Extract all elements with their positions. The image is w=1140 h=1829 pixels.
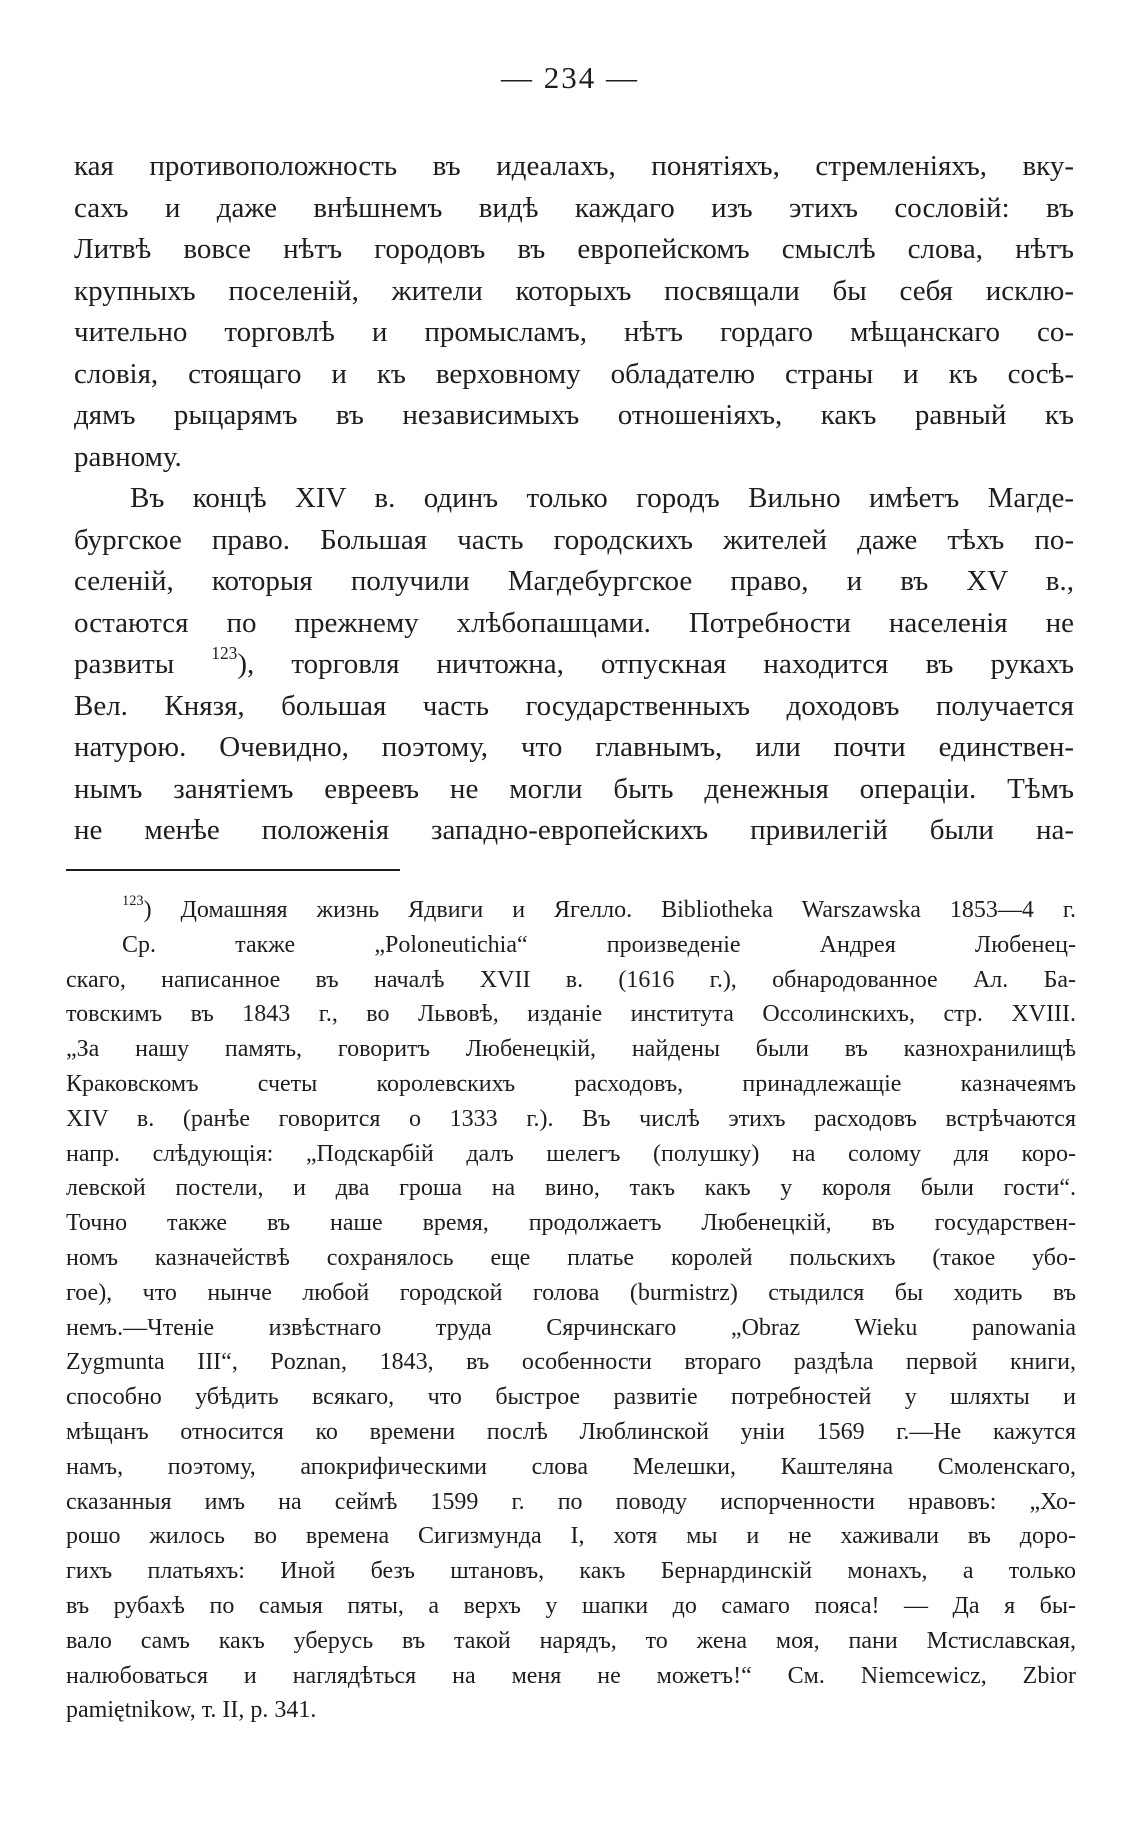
footnote-line: вало самъ какъ уберусь въ такой нарядъ, то жена моя, пани Мстиславская, [66,1627,1076,1654]
main-text-line: Вел. Князя, большая часть государственныхъ доходовъ получается [74,689,1074,722]
footnote-line: номъ казначействѣ сохранялось еще платье королей польскихъ (такое убо- [66,1244,1076,1271]
footnote-line: Ср. также „Poloneutichia“ произведеніе Андрея Любенец- [122,931,1076,958]
footnote-line: XIV в. (ранѣе говорится о 1333 г.). Въ числѣ этихъ расходовъ встрѣчаются [66,1105,1076,1132]
main-text-line: сахъ и даже внѣшнемъ видѣ каждаго изъ этихъ сословій: въ [74,191,1074,224]
footnote-line: „За нашу память, говоритъ Любенецкій, найдены были въ казнохранилищѣ [66,1036,1076,1063]
main-text-fragment: развиты [74,648,175,680]
main-text-line: дямъ рыцарямъ въ независимыхъ отношеніяхъ, какъ равный къ [74,399,1074,431]
main-text-line: натурою. Очевидно, поэтому, что главнымъ, или почти единствен- [74,731,1074,763]
footnote-line: товскимъ въ 1843 г., во Львовѣ, изданіе института Оссолинскихъ, стр. XVIII. [66,1001,1076,1028]
footnote-line: скаго, написанное въ началѣ XVII в. (1616 г.), обнародованное Ал. Ба- [66,966,1076,993]
main-text-line: бургское право. Большая часть городскихъ жителей даже тѣхъ по- [74,523,1074,556]
main-text-line: кая противоположность въ идеалахъ, понятіяхъ, стремленіяхъ, вку- [74,150,1074,182]
page-number: — 234 — [501,60,639,95]
footnote-line: Точно также въ наше время, продолжаетъ Любенецкій, въ государствен- [66,1210,1076,1237]
footnote-line: напр. слѣдующія: „Подскарбій далъ шелегъ (полушку) на солому для коро- [66,1140,1076,1167]
footnote-line: рошо жилось во времена Сигизмунда I, хотя мы и не хаживали въ доро- [66,1523,1076,1550]
footnote-text-fragment: ) Домашняя жизнь Ядвиги и Ягелло. Bibliotheka Warszawska 1853—4 г. [143,897,1076,923]
footnote-first-line [66,893,1076,928]
footnote-line: гое), что нынче любой городской голова (burmistrz) стыдился бы ходить въ [66,1279,1076,1306]
main-text-line: Литвѣ вовсе нѣтъ городовъ въ европейскомъ смыслѣ слова, нѣтъ [74,233,1074,265]
main-text-line: Въ концѣ XIV в. одинъ только городъ Вильно имѣетъ Магде- [130,482,1074,514]
footnote-line: гихъ платьяхъ: Иной безъ штановъ, какъ Бернардинскій монахъ, а только [66,1558,1076,1585]
footnote-separator-rule [66,869,400,871]
footnote-line: левской постели, и два гроша на вино, такъ какъ у короля были гости“. [66,1175,1076,1202]
footnote-line: способно убѣдить всякаго, что быстрое развитіе потребностей у шляхты и [66,1384,1076,1411]
footnote-line: въ рубахѣ по самыя пяты, а верхъ у шапки до самаго пояса! — Да я бы- [66,1592,1076,1619]
footnote-line: налюбоваться и наглядѣться на меня не можетъ!“ См. Niemcewicz, Zbior [66,1662,1076,1689]
main-text-line-with-footnote-ref [74,644,1074,686]
footnote-line: сказанныя имъ на сеймѣ 1599 г. по поводу испорченности нравовъ: „Хо- [66,1488,1076,1515]
footnote [66,893,1076,1728]
main-text-line: равному. [74,440,182,473]
footnote-line: мѣщанъ относится ко времени послѣ Люблинской уніи 1569 г.—Не кажутся [66,1418,1076,1445]
footnote-line: Zygmunta III“, Poznan, 1843, въ особенности втораго раздѣла первой книги, [66,1349,1076,1376]
main-text-fragment: ), торговля ничтожна, отпускная находится въ рукахъ [237,648,1074,680]
footnote-line: намъ, поэтому, апокрифическими слова Мелешки, Каштеляна Смоленскаго, [66,1453,1076,1480]
main-text-line: нымъ занятіемъ евреевъ не могли быть денежныя операціи. Тѣмъ [74,772,1074,805]
main-text-line: не менѣе положенія западно-европейскихъ привилегій были на- [74,814,1074,846]
footnote-line: pamiętnikow, т. II, p. 341. [66,1697,317,1724]
footnote-marker: 123 [122,893,144,910]
main-text-line: крупныхъ поселеній, жители которыхъ посвящали бы себя исклю- [74,274,1074,307]
footnote-reference: 123 [211,644,238,663]
main-text-line: чительно торговлѣ и промысламъ, нѣтъ гордаго мѣщанскаго со- [74,316,1074,348]
footnote-line: немъ.—Чтеніе извѣстнаго труда Сярчинскаго „Obraz Wieku panowania [66,1314,1076,1341]
main-text-line: селеній, которыя получили Магдебургское право, и въ XV в., [74,565,1074,597]
main-text-line: остаются по прежнему хлѣбопашцами. Потребности населенія не [74,606,1074,639]
main-text-line: словія, стоящаго и къ верховному обладателю страны и къ сосѣ- [74,357,1074,390]
main-text [74,146,1074,852]
footnote-line: Краковскомъ счеты королевскихъ расходовъ, принадлежащіе казначеямъ [66,1070,1076,1097]
